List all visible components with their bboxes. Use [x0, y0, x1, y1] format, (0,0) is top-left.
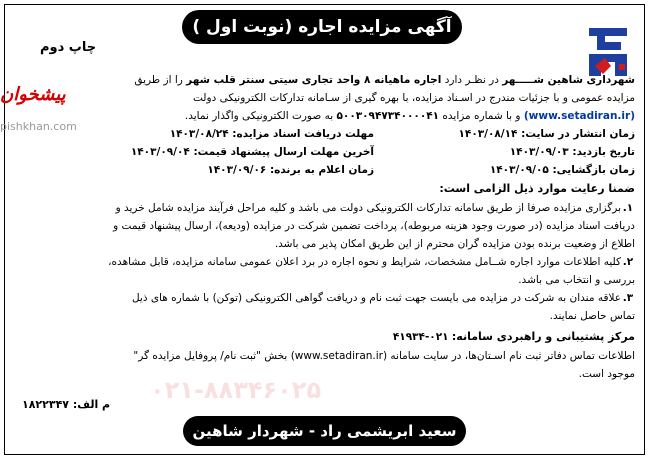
edition-label: چاپ دوم	[40, 40, 97, 55]
intro-line-2: مزایده عمومی و با جزئیات مندرج در اسـناد مزایده، با بهره گیری از سـامانه تدارکات الکترونیکی دولت	[193, 92, 635, 104]
item-3-line-1: ۳.علاقه مندان به شرکت در مزایده می بایست جهت ثبت نام و دریافت گواهی الکترونیکی (توکن) با شماره های ذیل	[131, 292, 634, 304]
winner-date: زمان اعلام به برنده: ۱۴۰۳/۰۹/۰۶	[207, 164, 374, 176]
watermark-brand: پیشخوان	[0, 84, 66, 105]
support-line-1: مرکز پشتیبانی و راهبردی سامانه: ۰۲۱-۴۱۹۳۴	[392, 330, 635, 343]
requirements-heading: ضمنا رعایت موارد ذیل الزامی است:	[439, 182, 635, 195]
publish-date: زمان انتشار در سایت: ۱۴۰۳/۰۸/۱۴	[458, 128, 635, 140]
item-2-line-2: بررسی و انتخاب می باشد.	[518, 274, 635, 286]
item-1-line-3: اطلاع از وضعیت برنده بودن مزایده گران محترم از این طریق امکان پذیر می باشد.	[274, 238, 635, 250]
visit-date: تاریخ بازدید: ۱۴۰۳/۰۹/۰۳	[509, 146, 635, 158]
item-1-line-2: دریافت اسناد مزایده (در صورت وجود هزینه مربوطه)، پرداخت تضمین شرکت در مزایده (ودیعه)، ارسال پیشنهاد قیمت و	[113, 220, 635, 232]
bid-deadline: آخرین مهلت ارسال پیشنهاد قیمت: ۱۴۰۳/۰۹/۰۴	[130, 146, 374, 158]
intro-line-3: (www.setadiran.ir) و با شماره مزایده ۵۰۰۳۰۹۴۷۳۴۰۰۰۰۴۱ به صورت الکترونیکی واگذار نماید.	[184, 110, 635, 122]
support-line-3: موجود است.	[578, 368, 635, 380]
item-3-line-2: تماس حاصل نمایند.	[549, 310, 635, 322]
signature-bar: سعید ابریشمی راد - شهردار شاهین شهر	[183, 416, 466, 446]
intro-line-1: شهرداری شاهین شـــــهر در نظـر دارد اجاره ماهیانه ۸ واحد تجاری سیتی سنتر قلب شهر را از طریق	[134, 74, 635, 86]
item-2-line-1: ۲.کلیه اطلاعات موارد اجاره شــامل مشخصات، شرایط و نحوه اجاره در برد اعلان عمومی سامانه مزایده، قابل مشاهده،	[108, 256, 634, 268]
ad-title: آگهی مزایده اجاره (نوبت اول )	[182, 10, 462, 44]
opening-date: زمان بازگشایی: ۱۴۰۳/۰۹/۰۵	[489, 164, 635, 176]
municipality-logo-icon	[581, 22, 635, 82]
watermark-phone: ۰۲۱-۸۸۳۴۶۰۲۵	[150, 376, 322, 404]
docs-deadline: مهلت دریافت اسناد مزایده: ۱۴۰۳/۰۸/۲۴	[169, 128, 374, 140]
ad-code: م الف: ۱۸۲۲۳۴۷	[22, 398, 111, 411]
item-1-line-1: ۱.برگزاری مزایده صرفا از طریق سامانه تدارکات الکترونیکی دولت می باشد و کلیه مراحل فرآیند مزایده شامل خرید و	[115, 202, 634, 214]
watermark-domain: pishkhan.com	[0, 120, 77, 133]
support-line-2: اطلاعات تماس دفاتر ثبت نام اسـتان‌ها، در سایت سامانه (www.setadiran.ir) بخش "ثبت نام/ پروفایل مزایده گر"	[133, 350, 635, 362]
